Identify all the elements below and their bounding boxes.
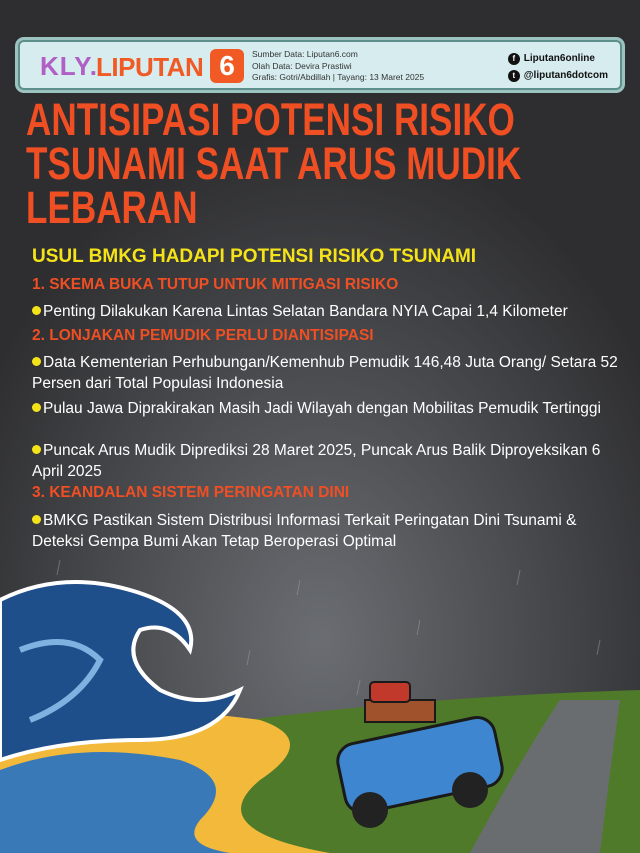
tsunami-illustration [0,540,640,853]
social-links [508,50,608,84]
bullet-text: BMKG Pastikan Sistem Distribusi Informasi Terkait Peringatan Dini Tsunami & Deteksi Gempa Bumi Akan Tetap Beroperasi Optimal [32,512,577,550]
bullet-dot-icon [32,306,41,315]
facebook-handle[interactable]: Liputan6online [523,53,595,64]
bullet-point [32,440,632,482]
editor-text: Olah Data: Devira Prastiwi [252,60,352,71]
bullet-point [32,398,632,419]
title-line: LEBARAN [26,182,198,233]
title-line: TSUNAMI SAAT ARUS MUDIK [26,138,522,189]
page-title [26,94,640,233]
liputan6-logo: LIPUTAN [96,52,204,82]
source-text: Sumber Data: Liputan6.com [252,49,358,59]
bullet-text: Penting Dilakukan Karena Lintas Selatan Bandara NYIA Capai 1,4 Kilometer [43,303,568,320]
bullet-text: Data Kementerian Perhubungan/Kemenhub Pemudik 146,48 Juta Orang/ Setara 52 Persen dari Total Populasi Indonesia [32,354,618,392]
twitter-icon: t [508,70,520,82]
header-banner [18,40,622,90]
bullet-dot-icon [32,445,41,454]
section-heading: 2. LONJAKAN PEMUDIK PERLU DIANTISIPASI [32,327,374,344]
twitter-handle[interactable]: @liputan6dotcom [523,70,608,81]
bullet-text: Pulau Jawa Diprakirakan Masih Jadi Wilayah dengan Mobilitas Pemudik Tertinggi [43,400,601,417]
title-line: ANTISIPASI POTENSI RISIKO [26,94,515,145]
bullet-dot-icon [32,515,41,524]
bullet-dot-icon [32,357,41,366]
section-heading: 1. SKEMA BUKA TUTUP UNTUK MITIGASI RISIKO [32,276,399,293]
liputan6-logo-six: 6 [210,49,244,83]
bullet-point [32,352,632,394]
bullet-dot-icon [32,403,41,412]
credits [252,49,424,84]
facebook-icon: f [508,53,520,65]
subtitle: USUL BMKG HADAPI POTENSI RISIKO TSUNAMI [32,246,477,267]
section-heading: 3. KEANDALAN SISTEM PERINGATAN DINI [32,484,350,501]
kly-logo: KLY. [40,51,98,81]
bullet-text: Puncak Arus Mudik Diprediksi 28 Maret 2025, Puncak Arus Balik Diproyeksikan 6 April 2025 [32,442,601,480]
bullet-point [32,301,632,322]
credits-text: Grafis: Gotri/Abdillah | Tayang: 13 Maret 2025 [252,72,425,82]
